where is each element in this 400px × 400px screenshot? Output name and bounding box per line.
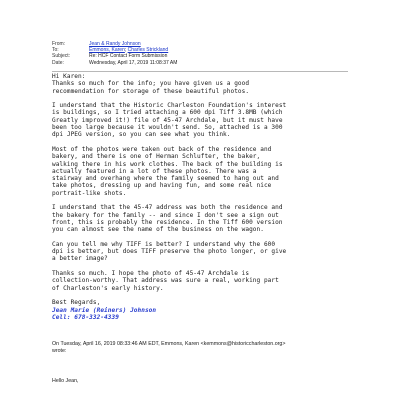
email-body <box>52 73 352 328</box>
date-label: Date: <box>52 59 64 66</box>
p2-line: been too large because it wouldn't send. So, attached is a 300 <box>52 124 283 132</box>
p2-line: Greatly improved it!) file of 45-47 Archdale, but it must have <box>52 116 283 124</box>
quote-line-2: wrote: <box>52 348 67 354</box>
p6-line: Thanks so much. I hope the photo of 45-47 Archdale is <box>52 270 250 278</box>
closing: Best Regards, <box>52 299 101 307</box>
p4-line: the bakery for the family -- and since I don't see a sign out <box>52 211 279 219</box>
paragraph-2 <box>52 102 352 138</box>
paragraph-1 <box>52 80 352 95</box>
p4-line: front, this is probably the residence. In the Tiff 600 version <box>52 218 283 226</box>
p6-line: collection-worthy. That address was sure a real, working part <box>52 277 279 285</box>
p4-line: you can almost see the name of the business on the wagon. <box>52 226 264 234</box>
to-link-1[interactable]: Emmons, Karen <box>89 47 125 54</box>
p5-line: a better image? <box>52 255 108 263</box>
header-divider <box>52 71 348 72</box>
p3-line: Most of the photos were taken out back of the residence and <box>52 145 272 153</box>
p1-line: Thanks so much for the info; you have given us a good <box>52 80 250 88</box>
paragraph-3 <box>52 146 352 197</box>
email-header <box>52 41 352 66</box>
paragraph-5 <box>52 241 352 263</box>
p5-line: dpi is better, but does TIFF preserve the photo longer, or give <box>52 248 287 256</box>
p1-line: recommendation for storage of these beautiful photos. <box>52 87 250 95</box>
quote-line-1: On Tuesday, April 16, 2019 08:33:46 AM EDT, Emmons, Karen <kemmons@historiccharleston.org> <box>52 341 286 347</box>
p3-line: actually featured in a lot of these photos. There was a <box>52 167 257 175</box>
date-row <box>52 60 352 66</box>
quoted-attribution <box>52 341 352 355</box>
paragraph-6 <box>52 270 352 292</box>
signature-name: Jean Marie (Reiners) Johnson <box>52 306 157 314</box>
p5-line: Can you tell me why TIFF is better? I understand why the 600 <box>52 240 276 248</box>
greeting-line: Hi Karen: <box>52 73 86 80</box>
p3-line: stairway and overhang where the family seemed to hang out and <box>52 175 279 183</box>
greeting <box>52 73 352 80</box>
from-link[interactable]: Jean & Randy Johnson <box>89 41 141 47</box>
subject-value: Re: HCF Contact Form Submission <box>89 53 168 60</box>
p3-line: walking there in his work clothes. The back of the building is <box>52 160 283 168</box>
to-separator: ; <box>124 47 128 54</box>
p3-line: bakery, and there is one of Herman Schlufter, the baker, <box>52 153 261 161</box>
reply-greeting: Hello Jean, <box>52 378 79 384</box>
subject-label: Subject: <box>52 53 71 60</box>
from-label: From: <box>52 41 66 47</box>
p4-line: I understand that the 45-47 address was both the residence and <box>52 204 283 212</box>
p3-line: take photos, dressing up and having fun, and some real nice <box>52 182 272 190</box>
signature-block <box>52 299 352 321</box>
to-link-2[interactable]: Charles Strickland <box>127 47 169 54</box>
p2-line: I understand that the Historic Charleston Foundation's interest <box>52 102 287 110</box>
p2-line: is buildings, so I tried attaching a 600 dpi Tiff 3.8MB (which <box>52 109 283 117</box>
signature-cell: Cell: 678-332-4339 <box>52 313 119 321</box>
p6-line: of Charleston's early history. <box>52 284 164 292</box>
to-label: To: <box>52 47 59 54</box>
p3-line: portrait-like shots. <box>52 189 127 197</box>
date-value: Wednesday, April 17, 2019 11:08:37 AM <box>89 59 178 66</box>
paragraph-4 <box>52 204 352 233</box>
p2-line: dpi JPEG version, so you can see what you think. <box>52 131 231 139</box>
